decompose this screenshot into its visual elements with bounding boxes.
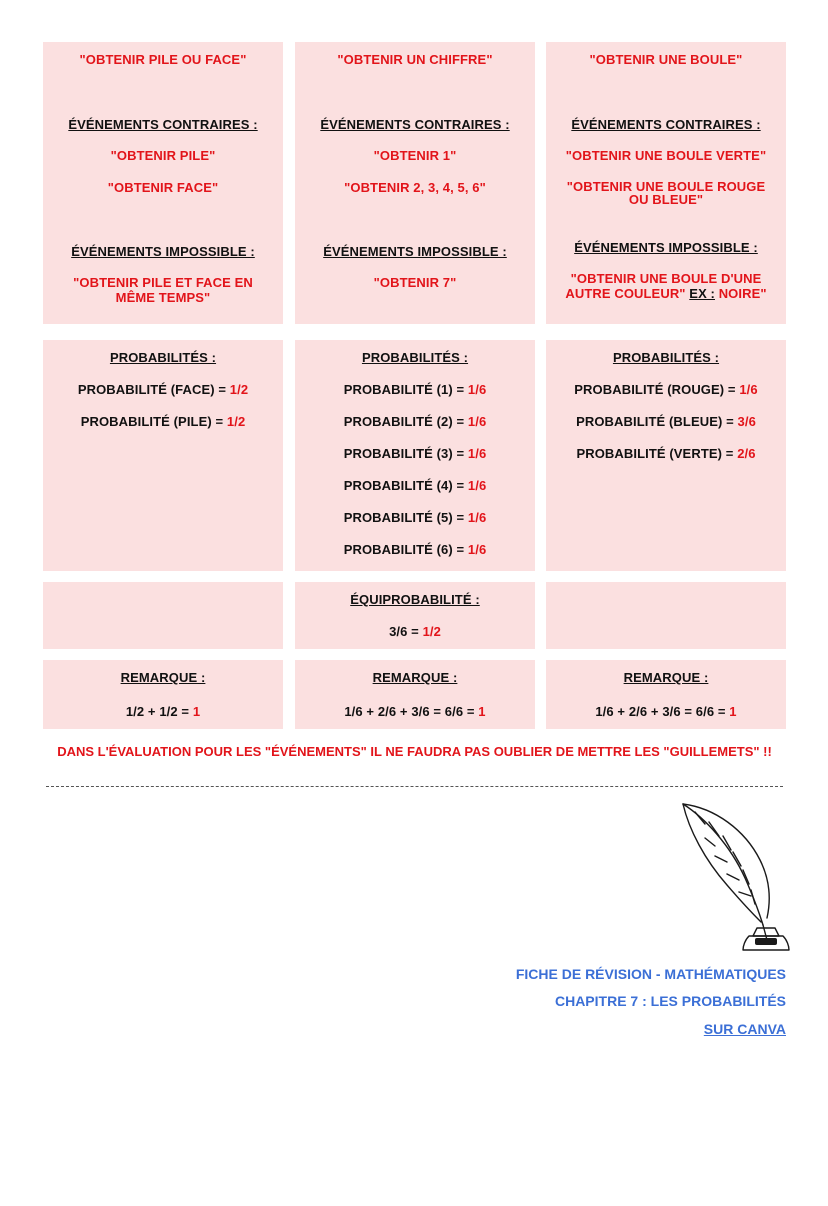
probability-value: 3/6 xyxy=(737,414,756,429)
experiment-title: "OBTENIR UN CHIFFRE" xyxy=(337,52,493,67)
probability-value: 1/6 xyxy=(467,542,487,557)
contrary-events-heading: ÉVÉNEMENTS CONTRAIRES : xyxy=(320,117,510,132)
equiprobability-value: 1/2 xyxy=(422,624,441,639)
remark-card-coin xyxy=(43,660,283,729)
probability-value: 2/6 xyxy=(737,446,756,461)
impossible-event xyxy=(546,271,786,301)
probability-line: PROBABILITÉ (BLEUE) = 3/6 xyxy=(576,414,756,429)
empty-card xyxy=(43,582,283,649)
contrary-event: "OBTENIR UNE BOULE VERTE" xyxy=(565,148,767,163)
impossible-event-text: "OBTENIR UNE BOULE D'UNE AUTRE COULEUR" xyxy=(565,271,762,301)
remark-card-ball xyxy=(546,660,786,729)
probability-value: 1/6 xyxy=(467,382,487,397)
events-card-coin xyxy=(43,42,283,324)
contrary-event: "OBTENIR UNE BOULE ROUGE OU BLEUE" xyxy=(566,179,766,207)
probability-line: PROBABILITÉ (FACE) = 1/2 xyxy=(77,382,249,397)
probability-line: PROBABILITÉ (4) = 1/6 xyxy=(343,478,487,493)
remark-card-die xyxy=(295,660,535,729)
probability-value: 1/6 xyxy=(467,478,487,493)
contrary-event: "OBTENIR 1" xyxy=(373,148,457,163)
contrary-event: "OBTENIR 2, 3, 4, 5, 6" xyxy=(344,180,486,195)
remark-line: 1/6 + 2/6 + 3/6 = 6/6 = 1 xyxy=(344,704,486,719)
experiment-title: "OBTENIR UNE BOULE" xyxy=(589,52,743,67)
probabilities-card-die xyxy=(295,340,535,571)
impossible-events-heading: ÉVÉNEMENTS IMPOSSIBLE : xyxy=(574,240,758,255)
probability-line: PROBABILITÉ (5) = 1/6 xyxy=(343,510,487,525)
footer-title: FICHE DE RÉVISION - MATHÉMATIQUES xyxy=(515,966,786,982)
probability-line: PROBABILITÉ (6) = 1/6 xyxy=(343,542,487,557)
example-label: EX : xyxy=(689,286,715,301)
remark-line: 1/2 + 1/2 = 1 xyxy=(125,704,201,719)
canva-link[interactable]: SUR CANVA xyxy=(703,1021,786,1037)
remark-line: 1/6 + 2/6 + 3/6 = 6/6 = 1 xyxy=(595,704,737,719)
dashed-divider xyxy=(46,786,783,787)
equiprobability-heading: ÉQUIPROBABILITÉ : xyxy=(350,592,480,607)
probability-value: 1/6 xyxy=(467,414,487,429)
impossible-event: "OBTENIR PILE ET FACE EN MÊME TEMPS" xyxy=(73,275,253,305)
footer-chapter: CHAPITRE 7 : LES PROBABILITÉS xyxy=(554,993,786,1009)
probability-value: 1/6 xyxy=(739,382,758,397)
probability-line: PROBABILITÉ (3) = 1/6 xyxy=(343,446,487,461)
probability-value: 1/6 xyxy=(467,510,487,525)
remark-heading: REMARQUE : xyxy=(623,670,709,685)
probability-line: PROBABILITÉ (VERTE) = 2/6 xyxy=(576,446,756,461)
impossible-events-heading: ÉVÉNEMENTS IMPOSSIBLE : xyxy=(71,244,255,259)
contrary-events-heading: ÉVÉNEMENTS CONTRAIRES : xyxy=(68,117,258,132)
probability-value: 1/2 xyxy=(226,414,246,429)
contrary-events-heading: ÉVÉNEMENTS CONTRAIRES : xyxy=(571,117,761,132)
probability-line: PROBABILITÉ (1) = 1/6 xyxy=(343,382,487,397)
impossible-events-heading: ÉVÉNEMENTS IMPOSSIBLE : xyxy=(323,244,507,259)
evaluation-notice: DANS L'ÉVALUATION POUR LES "ÉVÉNEMENTS" IL NE FAUDRA PAS OUBLIER DE METTRE LES "GUILLEMETS" !! xyxy=(57,744,772,759)
events-card-die xyxy=(295,42,535,324)
probability-line: PROBABILITÉ (2) = 1/6 xyxy=(343,414,487,429)
equiprobability-card xyxy=(295,582,535,649)
contrary-event: "OBTENIR FACE" xyxy=(107,180,219,195)
probabilities-heading: PROBABILITÉS : xyxy=(612,350,720,365)
probabilities-heading: PROBABILITÉS : xyxy=(361,350,469,365)
experiment-title: "OBTENIR PILE OU FACE" xyxy=(79,52,247,67)
probability-line: PROBABILITÉ (ROUGE) = 1/6 xyxy=(574,382,758,397)
events-card-ball xyxy=(546,42,786,324)
remark-heading: REMARQUE : xyxy=(372,670,458,685)
contrary-event: "OBTENIR PILE" xyxy=(110,148,216,163)
probability-line: PROBABILITÉ (PILE) = 1/2 xyxy=(80,414,246,429)
remark-result: 1 xyxy=(729,704,737,719)
quill-icon xyxy=(675,800,795,960)
remark-result: 1 xyxy=(478,704,486,719)
probabilities-heading: PROBABILITÉS : xyxy=(109,350,217,365)
example-text: NOIRE" xyxy=(714,286,767,301)
remark-result: 1 xyxy=(192,704,201,719)
probability-value: 1/2 xyxy=(229,382,249,397)
probabilities-card-ball xyxy=(546,340,786,571)
impossible-event: "OBTENIR 7" xyxy=(373,275,457,290)
equiprobability-line: 3/6 = 1/2 xyxy=(389,624,441,639)
probabilities-card-coin xyxy=(43,340,283,571)
probability-value: 1/6 xyxy=(467,446,487,461)
remark-heading: REMARQUE : xyxy=(120,670,206,685)
empty-card xyxy=(546,582,786,649)
